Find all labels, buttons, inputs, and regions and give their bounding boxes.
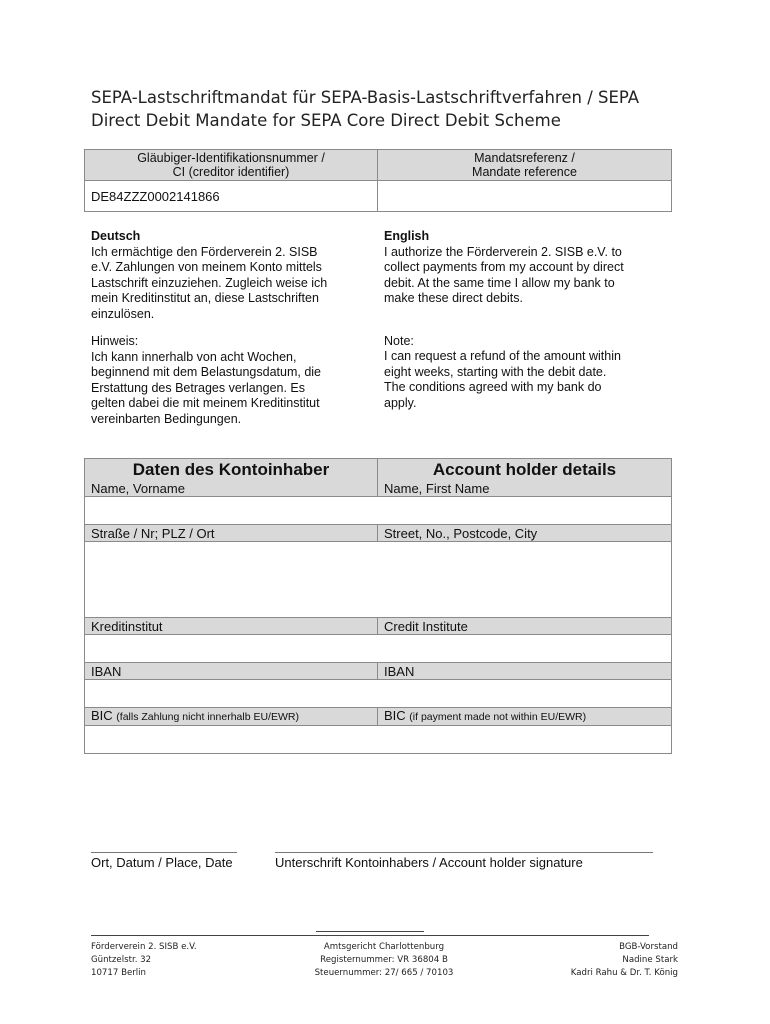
iban-field[interactable] [85, 680, 672, 708]
mandate-ref-header-line-1: Mandatsreferenz / [474, 151, 575, 165]
account-header-de: Daten des Kontoinhaber [85, 459, 378, 481]
english-text-lines [384, 245, 674, 307]
footer-center-line: Registernummer: VR 36804 B [320, 955, 448, 965]
street-label-de: Straße / Nr; PLZ / Ort [85, 525, 378, 542]
footer-center-line: Steuernummer: 27/ 665 / 70103 [314, 968, 454, 978]
title-line-1: SEPA-Lastschriftmandat für SEPA-Basis-Lastschriftverfahren / SEPA [91, 88, 640, 107]
footer-right [478, 941, 678, 980]
bic-label-en [378, 708, 672, 726]
footer-rule [91, 935, 649, 936]
german-text-line: e.V. Zahlungen von meinem Konto mittels [91, 260, 322, 274]
english-text-line: collect payments from my account by direct [384, 260, 624, 274]
footer-short-rule [316, 931, 424, 932]
english-mandate-text [384, 229, 674, 411]
german-text-line: einzulösen. [91, 306, 155, 321]
creditor-table [84, 149, 672, 212]
account-header-en: Account holder details [378, 459, 672, 481]
creditor-id-header-line-1: Gläubiger-Identifikationsnummer / [137, 151, 325, 165]
account-holder-table [84, 458, 672, 754]
creditor-id-header-line-2: CI (creditor identifier) [172, 165, 290, 179]
footer-left-line: Güntzelstr. 32 [91, 955, 152, 965]
english-note-line: The conditions agreed with my bank do [384, 380, 602, 394]
bic-label-en-text: BIC [384, 708, 406, 723]
english-note-line: I can request a refund of the amount within [384, 349, 621, 363]
iban-label-de: IBAN [85, 663, 378, 680]
footer-center [284, 941, 484, 980]
footer-left-line: Förderverein 2. SISB e.V. [91, 942, 197, 952]
bic-label-en-note: (if payment made not within EU/EWR) [409, 711, 587, 723]
english-text-line: debit. At the same time I allow my bank to [384, 275, 615, 290]
mandate-ref-header [378, 150, 672, 181]
german-text-line: Ich ermächtige den Förderverein 2. SISB [91, 244, 318, 259]
signature-label: Unterschrift Kontoinhabers / Account holder signature [275, 855, 583, 870]
bic-label-de-text: BIC [91, 708, 113, 723]
english-text-line: I authorize the Förderverein 2. SISB e.V. to [384, 244, 622, 259]
footer-right-line: BGB-Vorstand [619, 942, 678, 952]
bank-field[interactable] [85, 635, 672, 663]
bank-label-de: Kreditinstitut [85, 618, 378, 635]
english-note-heading: Note: [384, 333, 414, 348]
german-note-line: vereinbarten Bedingungen. [91, 411, 242, 426]
bic-label-de-note: (falls Zahlung nicht innerhalb EU/EWR) [116, 711, 299, 723]
signature-line[interactable] [275, 852, 653, 853]
place-date-label: Ort, Datum / Place, Date [91, 855, 233, 870]
footer-left-line: 10717 Berlin [91, 968, 147, 978]
german-note-line: gelten dabei die mit meinem Kreditinstitut [91, 396, 320, 410]
german-text-lines [91, 245, 376, 323]
name-field[interactable] [85, 497, 672, 525]
name-label-en: Name, First Name [378, 480, 672, 497]
english-heading: English [384, 229, 430, 243]
mandate-ref-field[interactable] [378, 181, 672, 212]
english-note-lines [384, 349, 674, 411]
name-label-de: Name, Vorname [85, 480, 378, 497]
german-note-line: Erstattung des Betrages verlangen. Es [91, 380, 306, 395]
footer-center-line: Amtsgericht Charlottenburg [323, 942, 445, 952]
iban-label-en: IBAN [378, 663, 672, 680]
german-heading: Deutsch [91, 229, 141, 243]
document-title [91, 86, 691, 132]
title-line-2: Direct Debit Mandate for SEPA Core Direct Debit Scheme [91, 111, 561, 130]
german-note-line: beginnend mit dem Belastungsdatum, die [91, 365, 322, 379]
bic-field[interactable] [85, 726, 672, 754]
footer-right-line: Kadri Rahu & Dr. T. König [570, 968, 678, 978]
english-text-line: make these direct debits. [384, 291, 523, 305]
footer-left [91, 941, 197, 980]
german-mandate-text [91, 229, 376, 427]
german-note-line: Ich kann innerhalb von acht Wochen, [91, 349, 297, 364]
place-date-line[interactable] [91, 852, 237, 853]
german-text-line: Lastschrift einzuziehen. Zugleich weise ich [91, 275, 328, 290]
german-note-heading: Hinweis: [91, 334, 139, 348]
english-note-line: eight weeks, starting with the debit date. [384, 364, 607, 379]
street-label-en: Street, No., Postcode, City [378, 525, 672, 542]
address-field[interactable] [85, 542, 672, 618]
mandate-ref-header-line-2: Mandate reference [472, 165, 577, 179]
german-text-line: mein Kreditinstitut an, diese Lastschriften [91, 291, 319, 305]
creditor-id-header [85, 150, 378, 181]
german-note-lines [91, 350, 376, 428]
creditor-id-value: DE84ZZZ0002141866 [85, 181, 378, 212]
bank-label-en: Credit Institute [378, 618, 672, 635]
english-note-line: apply. [384, 395, 417, 410]
footer-right-line: Nadine Stark [622, 955, 678, 965]
bic-label-de [85, 708, 378, 726]
